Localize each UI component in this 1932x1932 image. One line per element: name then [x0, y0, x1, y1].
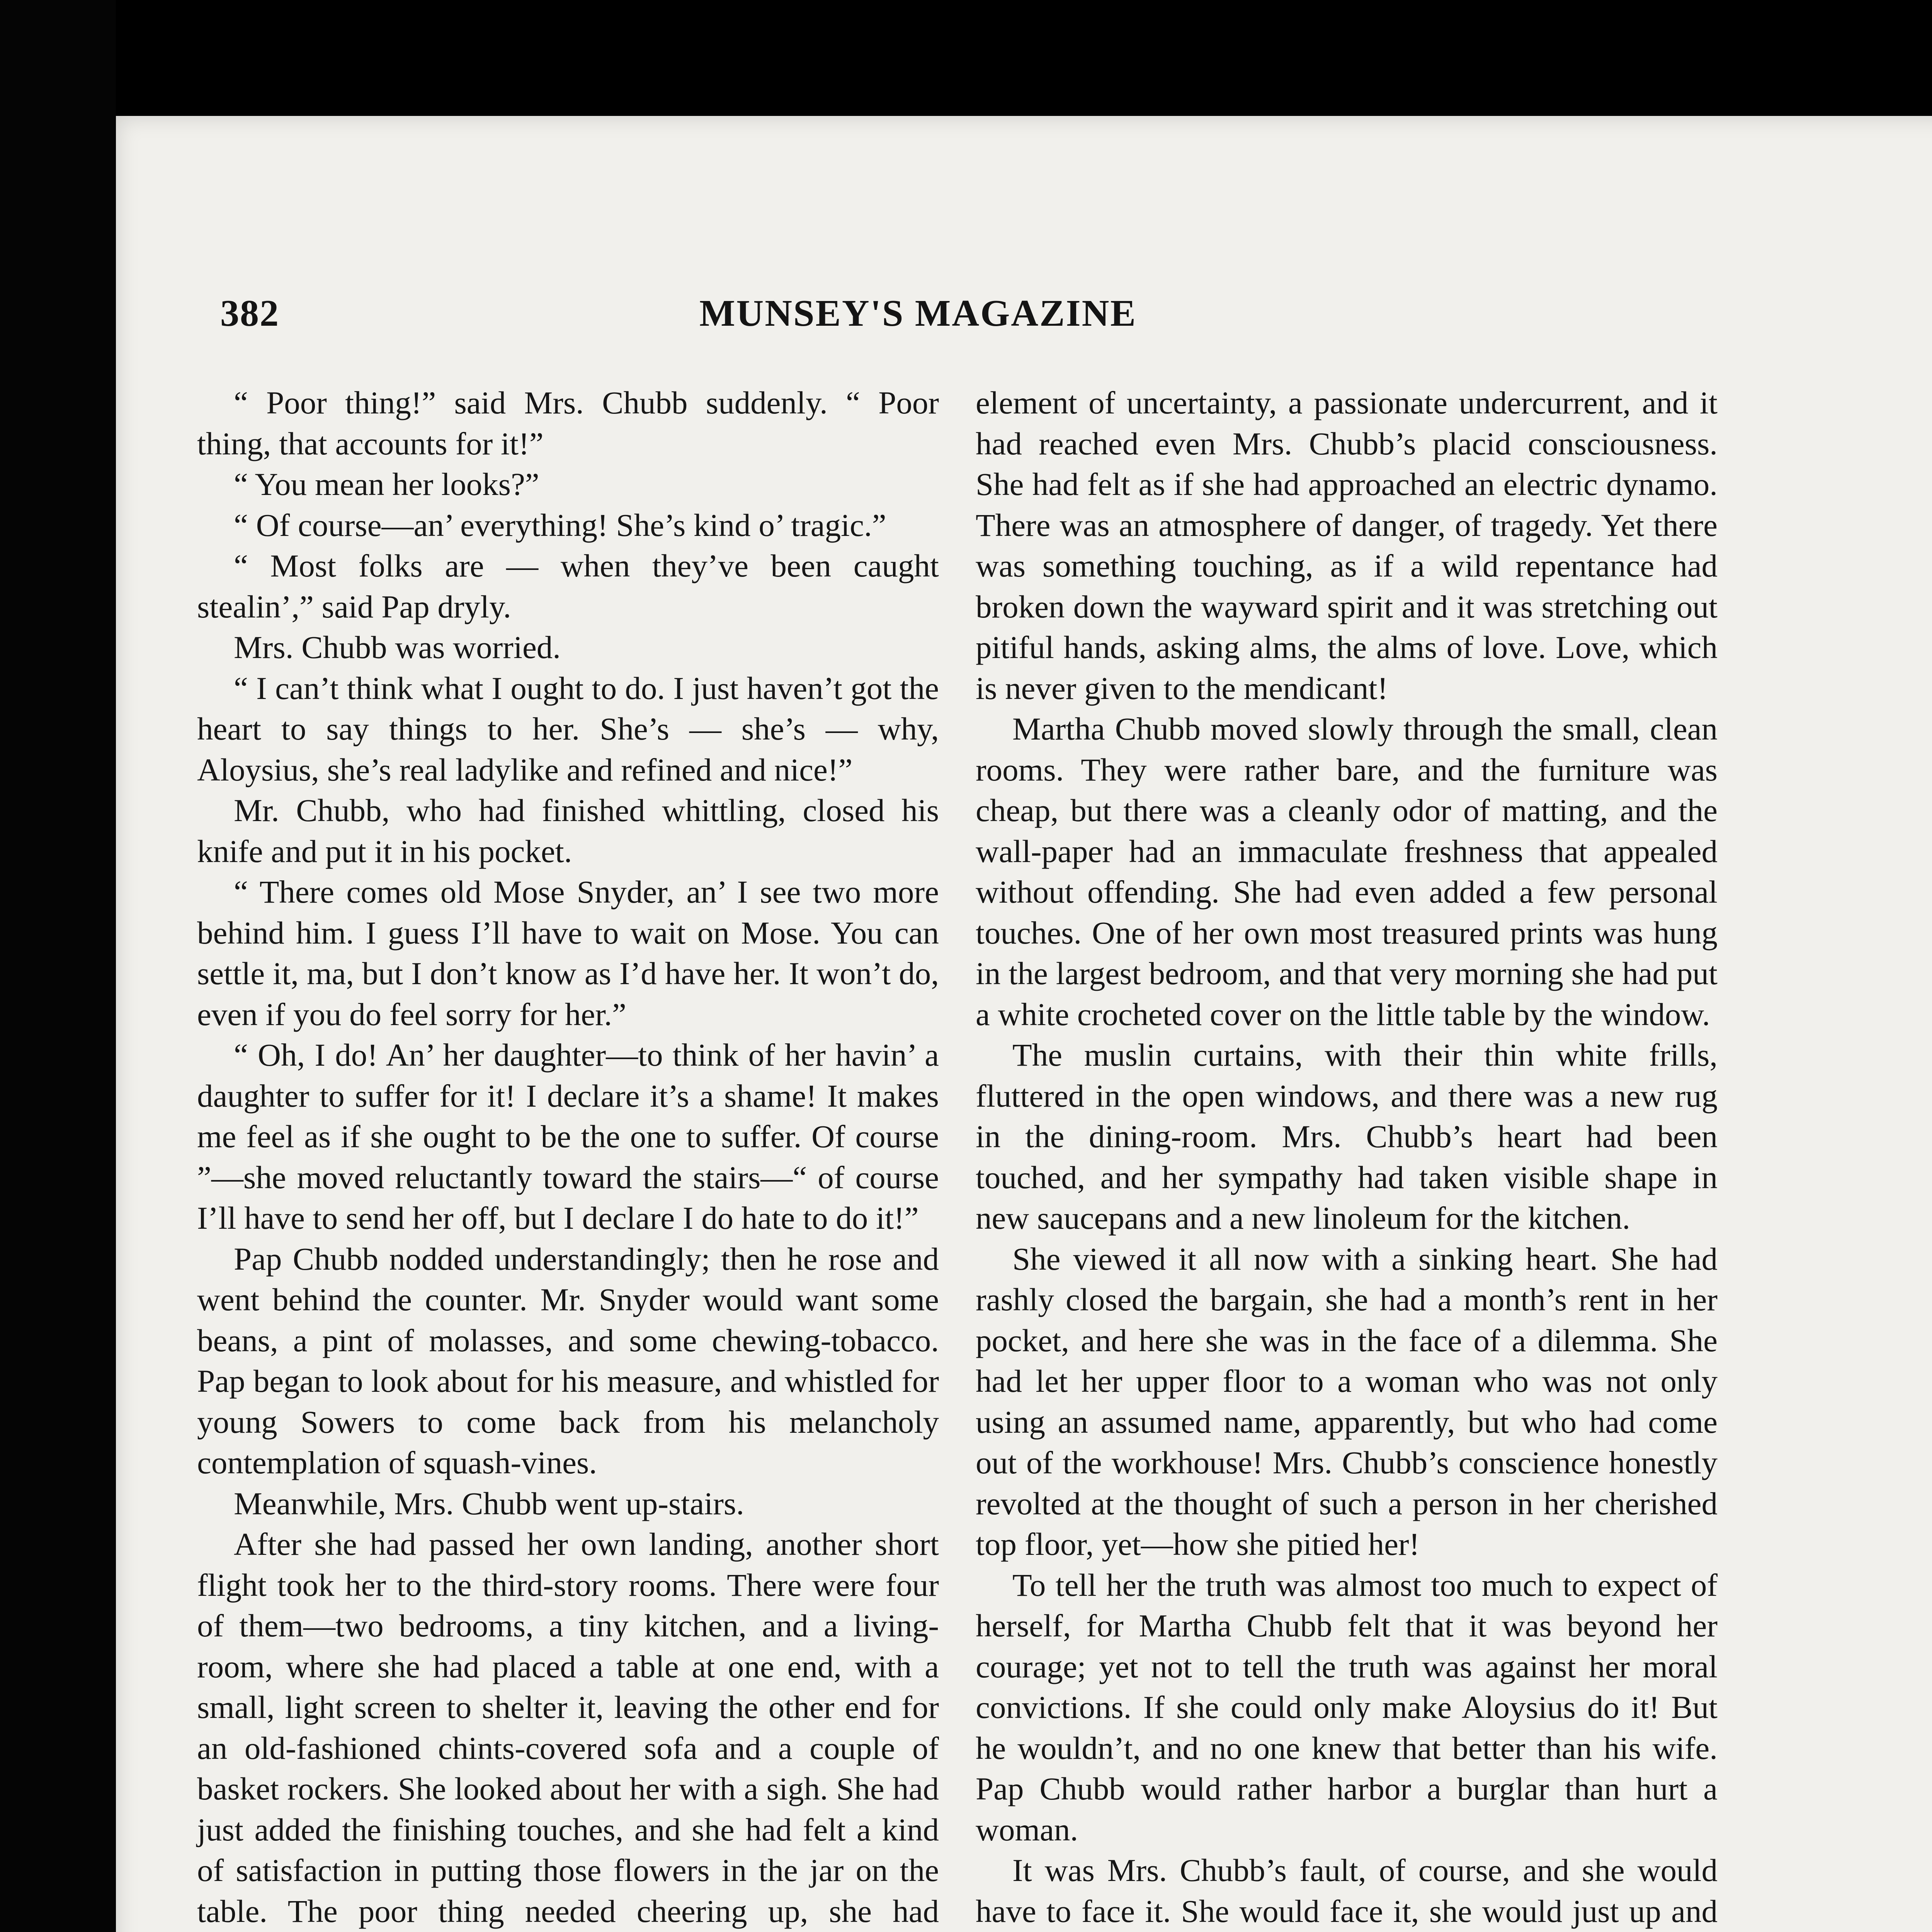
- paragraph: She viewed it all now with a sinking heart. She had rashly closed the bargain, she had a month’s rent in her pocket, and here she was in the face of a dilemma. She had let her upper floor to a woman who was not only using an assumed name, apparently, but who had come out of the workhouse! Mrs. Chubb’s conscience honestly revolted at the thought of such a person in her cherished top floor, yet—how she pitied her!: [976, 1241, 1718, 1562]
- page-number: 382: [220, 293, 279, 334]
- paragraph: Mr. Chubb, who had finished whittling, closed his knife and put it in his pocket.: [197, 793, 939, 869]
- left-column: [197, 383, 939, 1932]
- right-column: [976, 383, 1718, 1932]
- paragraph: Meanwhile, Mrs. Chubb went up-stairs.: [234, 1485, 744, 1521]
- magazine-title: MUNSEY'S MAGAZINE: [699, 293, 1137, 334]
- paragraph-continuation: element of uncertainty, a passionate undercurrent, and it had reached even Mrs. Chubb’s placid consciousness. She had felt as if she had approached an electric dynamo. There was an atmosphere of danger, of tragedy. Yet there was something touching, as if a wild repentance had broken down the wayward spirit and it was stretching out pitiful hands, asking alms, the alms of love. Love, which is never given to the mendicant!: [976, 385, 1718, 706]
- paragraph: It was Mrs. Chubb’s fault, of course, and she would have to face it. She would face it, she would just up and: [976, 1852, 1718, 1929]
- paragraph: After she had passed her own landing, another short flight took her to the third-story rooms. There were four of them—two bedrooms, a tiny kitchen, and a living-room, where she had placed a table at one end, with a small, light screen to shelter it, leaving the other end for an old-fashioned chints-covered sofa and a couple of basket rockers. She looked about her with a sigh. She had just added the finishing touches, and she had felt a kind of satisfaction in putting those flowers in the jar on the table. The poor thing needed cheering up, she had: [197, 1526, 939, 1929]
- paragraph: “ You mean her looks?”: [234, 466, 539, 502]
- paragraph: “ There comes old Mose Snyder, an’ I see two more behind him. I guess I’ll have to wait on Mose. You can settle it, ma, but I don’t know as I’d have her. It won’t do, even if you do feel sorry for her.”: [197, 874, 939, 1032]
- paragraph: Martha Chubb moved slowly through the small, clean rooms. They were rather bare, and the furniture was cheap, but there was a cleanly odor of matting, and the wall-paper had an immaculate freshness that appealed without offending. She had even added a few personal touches. One of her own most treasured prints was hung in the largest bedroom, and that very morning she had put a white crocheted cover on the little table by the window.: [976, 711, 1718, 1032]
- paragraph: Mrs. Chubb was worried.: [234, 629, 561, 665]
- paragraph: “ I can’t think what I ought to do. I just haven’t got the heart to say things to her. She’s — she’s — why, Aloysius, she’s real ladylike and refined and nice!”: [197, 670, 939, 787]
- scan-border: [0, 0, 116, 1932]
- paragraph: To tell her the truth was almost too much to expect of herself, for Martha Chubb felt that it was beyond her courage; yet not to tell the truth was against her moral convictions. If she could only make Aloysius do it! But he wouldn’t, and no one knew that better than his wife. Pap Chubb would rather harbor a burglar than hurt a woman.: [976, 1567, 1718, 1847]
- paragraph: The muslin curtains, with their thin white frills, fluttered in the open windows, and there was a new rug in the dining-room. Mrs. Chubb’s heart had been touched, and her sympathy had taken visible shape in new saucepans and a new linoleum for the kitchen.: [976, 1037, 1718, 1236]
- paragraph: “ Of course—an’ everything! She’s kind o’ tragic.”: [234, 507, 886, 543]
- paragraph: “ Most folks are — when they’ve been caught stealin’,” said Pap dryly.: [197, 548, 939, 624]
- paragraph: “ Oh, I do! An’ her daughter—to think of her havin’ a daughter to suffer for it! I declare it’s a shame! It makes me feel as if she ought to be the one to suffer. Of course ”—she moved reluctantly toward the stairs—“ of course I’ll have to send her off, but I declare I do hate to do it!”: [197, 1037, 939, 1236]
- running-header: [220, 292, 1712, 338]
- paragraph: Pap Chubb nodded understandingly; then he rose and went behind the counter. Mr. Snyder would want some beans, a pint of molasses, and some chewing-tobacco. Pap began to look about for his measure, and whistled for young Sowers to come back from his melancholy contemplation of squash-vines.: [197, 1241, 939, 1480]
- paragraph: “ Poor thing!” said Mrs. Chubb suddenly. “ Poor thing, that accounts for it!”: [197, 385, 939, 461]
